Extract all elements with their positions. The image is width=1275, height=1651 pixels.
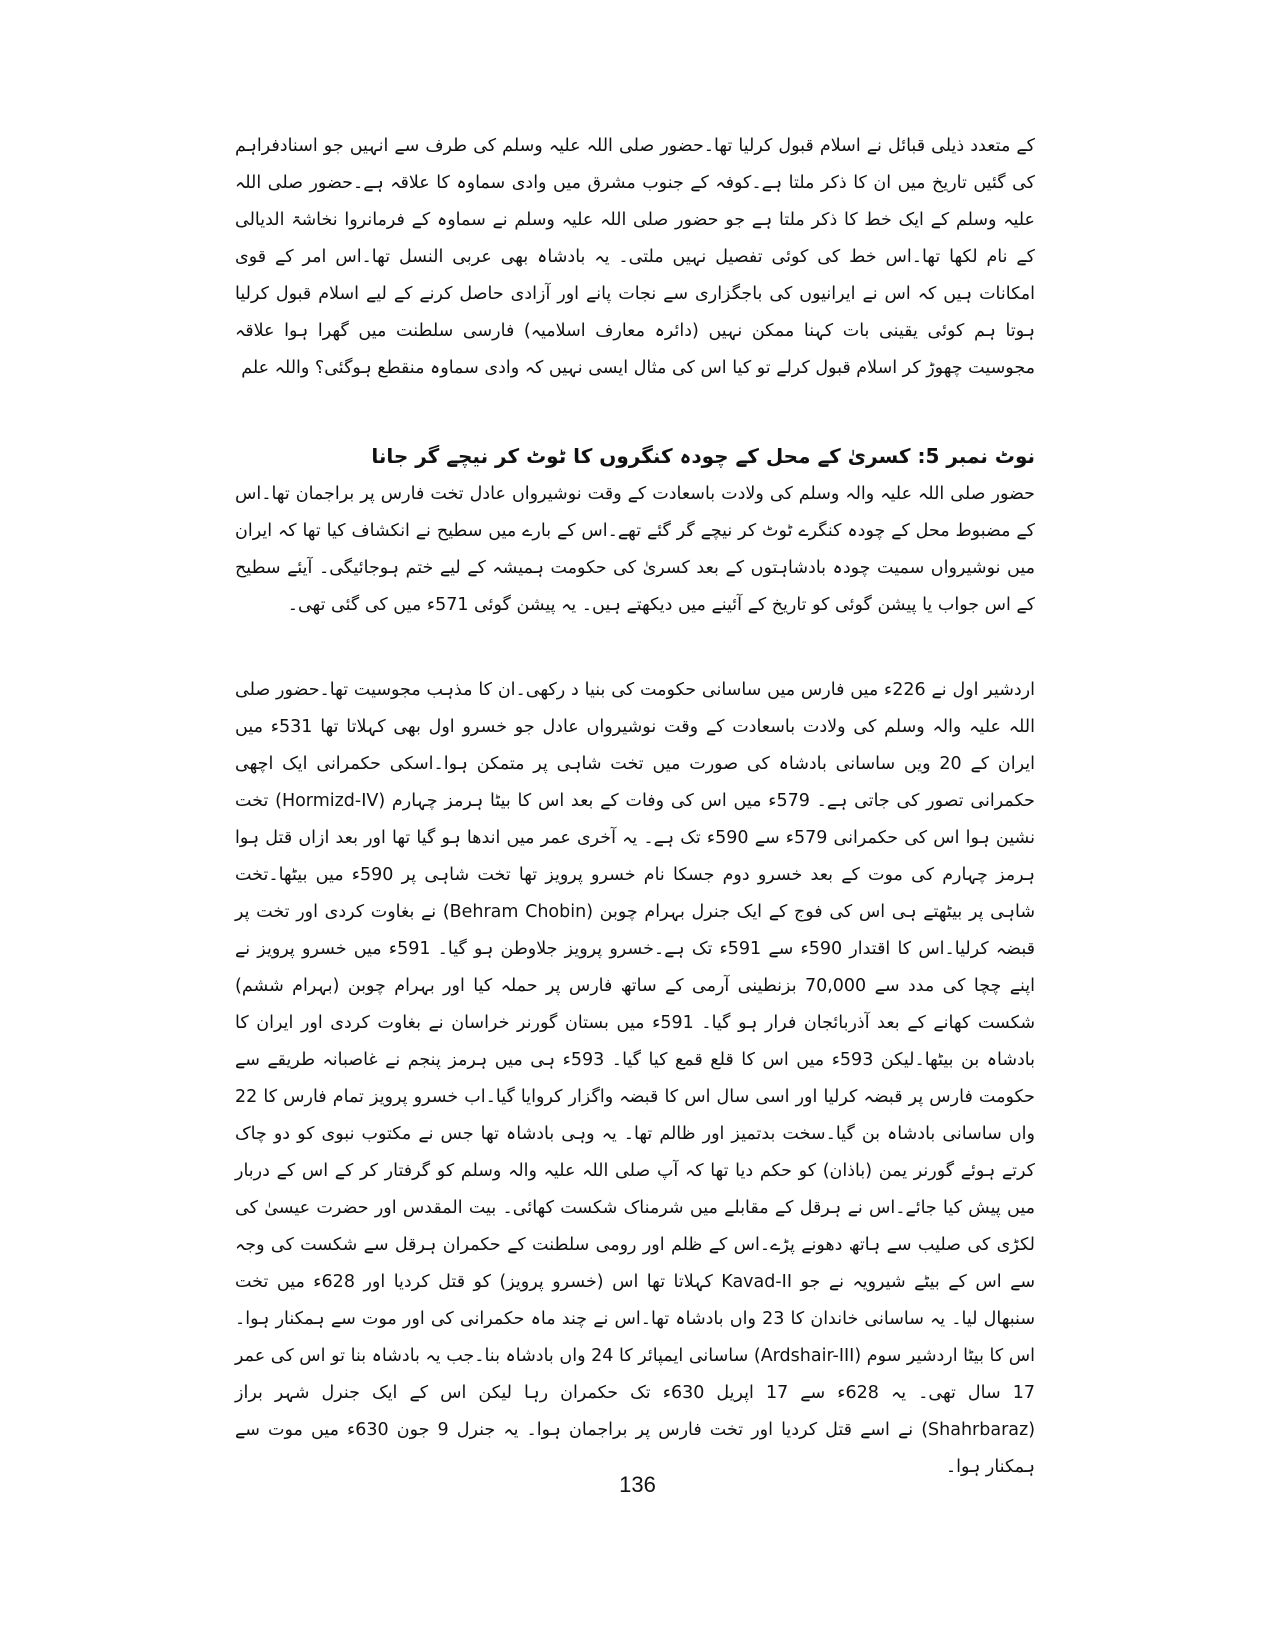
paragraph-1: کے متعدد ذیلی قبائل نے اسلام قبول کرلیا تھا۔حضور صلی اللہ علیہ وسلم کی طرف سے انہیں جو اسنادفراہم کی گئیں تاریخ میں ان کا ذکر ملتا ہے۔کوفہ کے جنوب مشرق میں وادی سماوہ کا علاقہ ہے۔حضور صلی اللہ علیہ وسلم کے ایک خط کا ذکر ملتا ہے جو حضور صلی اللہ علیہ وسلم نے سماوہ کے فرمانروا نخاشۃ الدیالی کے نام لکھا تھا۔اس خط کی کوئی تفصیل نہیں ملتی۔ یہ بادشاہ بھی عربی النسل تھا۔اس امر کے قوی امکانات ہیں کہ اس نے ایرانیوں کی باجگزاری سے نجات پانے اور آزادی حاصل کرنے کے لیے اسلام قبول کرلیا ہوتا ہم کوئی یقینی بات کہنا ممکن نہیں (دائرہ معارف اسلامیہ) فارسی سلطنت میں گھرا ہوا علاقہ مجوسیت چھوڑ کر اسلام قبول کرلے تو کیا اس کی مثال ایسی نہیں کہ وادی سماوہ منقطع ہوگئی؟ واللہ علم [235, 136, 1035, 378]
paragraph-2: حضور صلی اللہ علیہ والہ وسلم کی ولادت باسعادت کے وقت نوشیرواں عادل تخت فارس پر براجمان تھا۔اس کے مضبوط محل کے چودہ کنگرے ٹوٹ کر نیچے گر گئے تھے۔اس کے بارے میں سطیح نے انکشاف کیا تھا کہ ایران میں نوشیرواں سمیت چودہ بادشاہتوں کے بعد کسریٰ کی حکومت ہمیشہ کے لیے ختم ہوجائیگی۔ آیئے سطیح کے اس جواب یا پیشن گوئی کو تاریخ کے آئینے میں دیکھتے ہیں۔ یہ پیشن گوئی 571ء میں کی گئی تھی۔ [235, 484, 1035, 615]
section-heading: نوٹ نمبر 5: کسریٰ کے محل کے چودہ کنگروں کا ٹوٹ کر نیچے گر جانا [371, 444, 1035, 468]
paragraph-3: اردشیر اول نے 226ء میں فارس میں ساسانی حکومت کی بنیا د رکھی۔ان کا مذہب مجوسیت تھا۔حضور صلی اللہ علیہ والہ وسلم کی ولادت باسعادت کے وقت نوشیرواں عادل جو خسرو اول بھی کہلاتا تھا 531ء میں ایران کے 20 ویں ساسانی بادشاہ کی صورت میں تخت شاہی پر متمکن ہوا۔اسکی حکمرانی ایک اچھی حکمرانی تصور کی جاتی ہے۔ 579ء میں اس کی وفات کے بعد اس کا بیٹا ہرمز چہارم (Hormizd-IV) تخت نشین ہوا اس کی حکمرانی 579ء سے 590ء تک ہے۔ یہ آخری عمر میں اندھا ہو گیا تھا اور بعد ازاں قتل ہوا ہرمز چہارم کی موت کے بعد خسرو دوم جسکا نام خسرو پرویز تھا تخت شاہی پر 590ء میں بیٹھا۔تخت شاہی پر بیٹھتے ہی اس کی فوج کے ایک جنرل بہرام چوبن (Behram Chobin) نے بغاوت کردی اور تخت پر قبضہ کرلیا۔اس کا اقتدار 590ء سے 591ء تک ہے۔خسرو پرویز جلاوطن ہو گیا۔ 591ء میں خسرو پرویز نے اپنے چچا کی مدد سے 70,000 بزنطینی آرمی کے ساتھ فارس پر حملہ کیا اور بہرام چوبن (بہرام ششم) شکست کھانے کے بعد آذربائجان فرار ہو گیا۔ 591ء میں بستان گورنر خراسان نے بغاوت کردی اور ایران کا بادشاہ بن بیٹھا۔لیکن 593ء میں اس کا قلع قمع کیا گیا۔ 593ء ہی میں ہرمز پنجم نے غاصبانہ طریقے سے حکومت فارس پر قبضہ کرلیا اور اسی سال اس کا قبضہ واگزار کروایا گیا۔اب خسرو پرویز تمام فارس کا 22 واں ساسانی بادشاہ بن گیا۔سخت بدتمیز اور ظالم تھا۔ یہ وہی بادشاہ تھا جس نے مکتوب نبوی کو دو چاک کرتے ہوئے گورنر یمن (باذان) کو حکم دیا تھا کہ آپ صلی اللہ علیہ والہ وسلم کو گرفتار کر کے اس کے دربار میں پیش کیا جائے۔اس نے ہرقل کے مقابلے میں شرمناک شکست کھائی۔ بیت المقدس اور حضرت عیسیٰ کی لکڑی کی صلیب سے ہاتھ دھونے پڑے۔اس کے ظلم اور رومی سلطنت کے حکمران ہرقل سے شکست کی وجہ سے اس کے بیٹے شیرویہ نے جو Kavad-II کہلاتا تھا اس (خسرو پرویز) کو قتل کردیا اور 628ء میں تخت سنبھال لیا۔ یہ ساسانی خاندان کا 23 واں بادشاہ تھا۔اس نے چند ماہ حکمرانی کی اور موت سے ہمکنار ہوا۔اس کا بیٹا اردشیر سوم (Ardshair-III) ساسانی ایمپائر کا 24 واں بادشاہ بنا۔جب یہ بادشاہ بنا تو اس کی عمر 17 سال تھی۔ یہ 628ء سے 17 اپریل 630ء تک حکمران رہا لیکن اس کے ایک جنرل شہر براز (Shahrbaraz) نے اسے قتل کردیا اور تخت فارس پر براجمان ہوا۔ یہ جنرل 9 جون 630ء میں موت سے ہمکنار ہوا۔ [235, 680, 1036, 1477]
page-number: 136 [619, 1472, 656, 1497]
